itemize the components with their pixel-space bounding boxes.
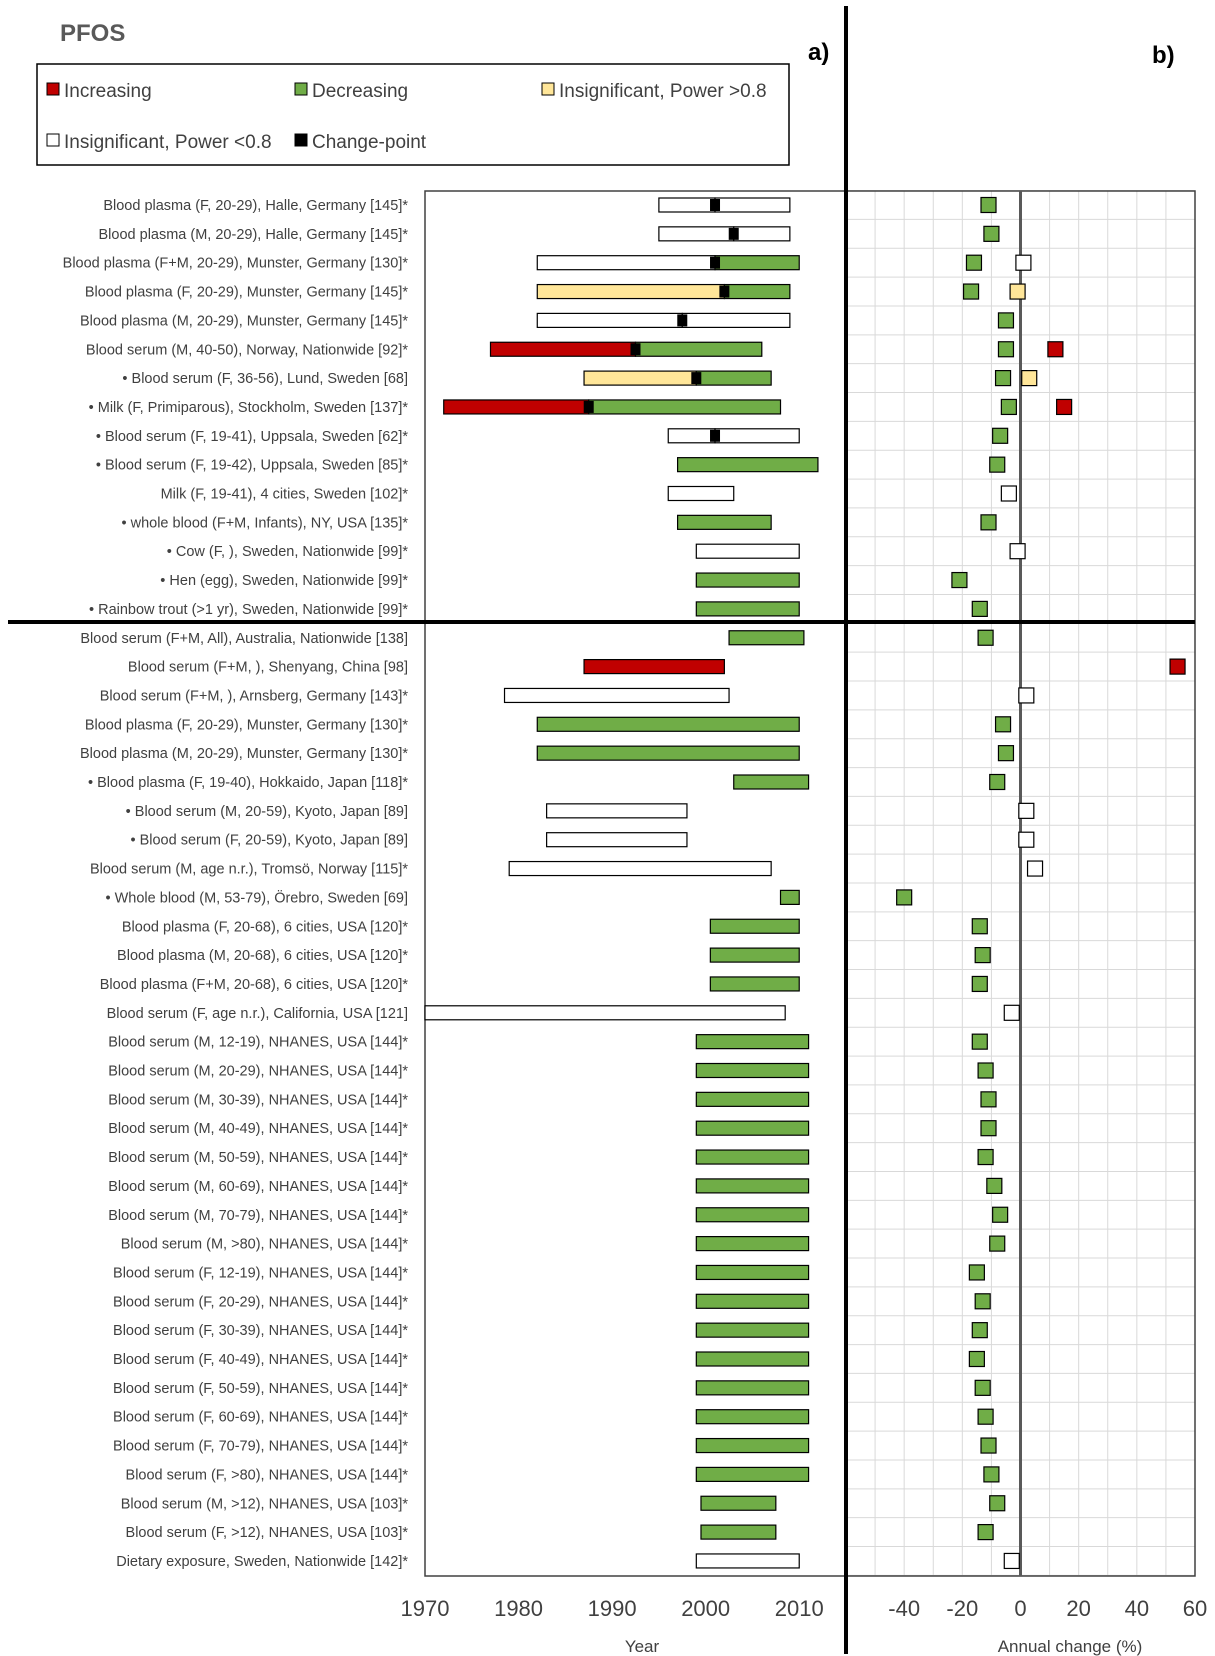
panel-a-x-tick-label: 1980 — [494, 1596, 544, 1621]
annual-change-marker-insig_low — [1001, 486, 1016, 501]
row-label: Blood serum (F, 40-49), NHANES, USA [144]* — [113, 1352, 408, 1368]
annual-change-marker-insig_low — [1004, 1553, 1019, 1568]
row-label: • Blood serum (F, 19-41), Uppsala, Sweden [62]* — [95, 428, 408, 445]
trend-bar-insig_low — [547, 804, 687, 818]
panel-b-x-tick-label: 20 — [1066, 1596, 1091, 1621]
change-point-marker — [691, 372, 701, 384]
trend-bar-decreasing — [636, 342, 762, 356]
trend-bar-decreasing — [701, 1496, 776, 1510]
trend-bar-insig_low — [668, 487, 733, 501]
change-point-marker — [729, 228, 739, 240]
row-labels — [63, 198, 409, 1570]
trend-bar-decreasing — [696, 1150, 808, 1164]
trend-bar-decreasing — [696, 1467, 808, 1481]
annual-change-marker-decreasing — [969, 1352, 984, 1367]
trend-bar-decreasing — [715, 256, 799, 270]
annual-change-marker-decreasing — [981, 198, 996, 213]
change-point-marker — [710, 257, 720, 269]
trend-bar-insig_low — [425, 1006, 785, 1020]
legend-label-change-point: Change-point — [312, 132, 427, 153]
row-label: Blood serum (F, 12-19), NHANES, USA [144]* — [113, 1265, 408, 1282]
annual-change-marker-decreasing — [964, 284, 979, 299]
row-label: Blood serum (F, >80), NHANES, USA [144]* — [125, 1467, 408, 1484]
row-label: Blood serum (M, 30-39), NHANES, USA [144]* — [108, 1092, 408, 1109]
panel-b-x-axis-title: Annual change (%) — [997, 1637, 1143, 1656]
row-label: Blood serum (F, 50-59), NHANES, USA [144]* — [113, 1380, 408, 1397]
trend-bar-insig_low — [696, 544, 799, 558]
row-label: Blood serum (M, 40-49), NHANES, USA [144]* — [108, 1121, 408, 1138]
trend-bar-insig_low — [659, 227, 734, 241]
row-label: Blood serum (F, 20-29), NHANES, USA [144]* — [113, 1294, 408, 1311]
annual-change-marker-insig_low — [1019, 803, 1034, 818]
panel-a-x-ticks — [401, 1596, 824, 1621]
panel-a-x-tick-label: 2010 — [774, 1596, 824, 1621]
row-label: • Blood serum (M, 20-59), Kyoto, Japan [89] — [125, 803, 408, 820]
trend-bar-decreasing — [696, 1121, 808, 1135]
row-label: • Whole blood (M, 53-79), Örebro, Sweden [69] — [105, 890, 408, 907]
trend-bar-decreasing — [537, 746, 799, 760]
annual-change-marker-decreasing — [990, 775, 1005, 790]
panel-b-x-tick-label: 40 — [1124, 1596, 1150, 1621]
panel-b-x-tick-label: 60 — [1182, 1596, 1208, 1621]
panel-a-plot-area — [425, 191, 846, 1576]
trend-bar-decreasing — [696, 573, 799, 587]
annual-change-marker-decreasing — [972, 1034, 987, 1049]
row-label: Dietary exposure, Sweden, Nationwide [142]* — [116, 1553, 408, 1570]
annual-change-marker-decreasing — [966, 255, 981, 270]
row-label: Blood serum (M, 12-19), NHANES, USA [144]* — [108, 1034, 408, 1051]
trend-bar-decreasing — [696, 1439, 808, 1453]
annual-change-marker-decreasing — [969, 1265, 984, 1280]
change-point-marker — [631, 343, 641, 355]
annual-change-marker-decreasing — [993, 428, 1008, 443]
annual-change-marker-decreasing — [975, 948, 990, 963]
row-label: Blood serum (M, age n.r.), Tromsö, Norway [115]* — [89, 861, 408, 878]
annual-change-marker-insig_low — [1028, 861, 1043, 876]
legend-swatch-insig-high — [542, 83, 554, 95]
row-label: • Rainbow trout (>1 yr), Sweden, Nationwide [99]* — [89, 601, 408, 618]
row-label: Blood plasma (M, 20-29), Halle, Germany [145]* — [98, 226, 408, 243]
trend-bar-decreasing — [710, 948, 799, 962]
annual-change-marker-decreasing — [972, 919, 987, 934]
trend-bar-insig_low — [659, 198, 715, 212]
trend-bar-decreasing — [696, 1035, 808, 1049]
annual-change-marker-decreasing — [978, 1409, 993, 1424]
change-point-marker — [710, 430, 720, 442]
row-label: Blood plasma (F, 20-29), Munster, Germany [130]* — [84, 717, 408, 734]
trend-bar-insig_low — [537, 313, 682, 327]
row-label: Blood plasma (F, 20-29), Munster, Germany [145]* — [84, 284, 408, 301]
trend-bar-insig_low — [734, 227, 790, 241]
trend-bar-decreasing — [678, 515, 772, 529]
trend-bar-insig_low — [715, 429, 799, 443]
trend-bar-decreasing — [696, 1265, 808, 1279]
row-label: • Cow (F, ), Sweden, Nationwide [99]* — [166, 544, 408, 561]
chart-title: PFOS — [60, 20, 126, 47]
row-label: Blood plasma (F, 20-29), Halle, Germany [145]* — [103, 198, 408, 214]
row-label: Blood serum (M, >12), NHANES, USA [103]* — [120, 1496, 408, 1513]
legend-swatch-insig-low — [47, 134, 59, 146]
trend-bar-decreasing — [696, 1092, 808, 1106]
panel-b-label: b) — [1152, 42, 1175, 69]
annual-change-marker-insig_high — [1022, 371, 1037, 386]
row-label: Blood serum (F, 60-69), NHANES, USA [144]* — [113, 1409, 408, 1426]
annual-change-marker-decreasing — [978, 630, 993, 645]
annual-change-marker-decreasing — [952, 573, 967, 588]
row-label: Blood serum (F+M, ), Shenyang, China [98] — [127, 659, 408, 676]
row-label: Blood plasma (F, 20-68), 6 cities, USA [120]* — [121, 919, 408, 936]
legend-label-decreasing: Decreasing — [312, 81, 409, 102]
change-point-marker — [719, 286, 729, 298]
annual-change-marker-decreasing — [998, 746, 1013, 761]
trend-bar-insig_low — [505, 688, 730, 702]
row-label: Blood plasma (M, 20-68), 6 cities, USA [120]* — [117, 948, 408, 965]
trend-bar-increasing — [444, 400, 589, 414]
trend-bar-decreasing — [696, 1179, 808, 1193]
row-label: Blood plasma (F+M, 20-68), 6 cities, USA [120]* — [99, 976, 408, 993]
legend-swatch-decreasing — [295, 83, 307, 95]
trend-bar-decreasing — [678, 458, 818, 472]
annual-change-marker-decreasing — [981, 1121, 996, 1136]
trend-bar-decreasing — [696, 1064, 808, 1078]
change-point-marker — [710, 199, 720, 211]
panel-a-x-tick-label: 1970 — [400, 1596, 450, 1621]
legend — [37, 64, 789, 165]
row-label: Blood serum (F, 30-39), NHANES, USA [144]* — [113, 1323, 408, 1340]
trend-bar-increasing — [584, 660, 724, 674]
annual-change-marker-decreasing — [978, 1063, 993, 1078]
annual-change-marker-increasing — [1048, 342, 1063, 357]
panel-a-bars — [425, 198, 818, 1568]
trend-bar-insig_low — [715, 198, 790, 212]
row-label: Blood serum (M, 20-29), NHANES, USA [144]* — [108, 1063, 408, 1080]
annual-change-marker-decreasing — [990, 1496, 1005, 1511]
legend-swatch-increasing — [47, 83, 59, 95]
row-label: Blood serum (M, 60-69), NHANES, USA [144]* — [108, 1178, 408, 1195]
panel-a-x-axis-title: Year — [624, 1637, 660, 1656]
panel-b-x-tick-label: 0 — [1014, 1596, 1027, 1621]
trend-bar-decreasing — [696, 1352, 808, 1366]
annual-change-marker-decreasing — [984, 1467, 999, 1482]
annual-change-marker-decreasing — [998, 342, 1013, 357]
row-label: Blood plasma (F+M, 20-29), Munster, Germany [130]* — [62, 255, 408, 272]
annual-change-marker-decreasing — [978, 1525, 993, 1540]
panel-a-x-tick-label: 2000 — [681, 1596, 731, 1621]
panel-b-x-tick-label: -20 — [946, 1596, 979, 1621]
row-label: Blood serum (M, 50-59), NHANES, USA [144]* — [108, 1150, 408, 1167]
annual-change-marker-decreasing — [897, 890, 912, 905]
trend-bar-insig_low — [696, 1554, 799, 1568]
row-label: Blood plasma (M, 20-29), Munster, Germany [145]* — [79, 313, 408, 330]
row-label: Blood serum (M, >80), NHANES, USA [144]* — [120, 1236, 408, 1253]
change-point-marker — [584, 401, 594, 413]
row-label: Blood serum (F, age n.r.), California, USA [121] — [106, 1005, 408, 1022]
row-label: • Blood plasma (F, 19-40), Hokkaido, Japan [118]* — [88, 775, 408, 791]
trend-bar-decreasing — [696, 1294, 808, 1308]
trend-bar-decreasing — [701, 1525, 776, 1539]
trend-bar-decreasing — [734, 775, 809, 789]
panel-a-x-tick-label: 1990 — [587, 1596, 637, 1621]
row-label: • Hen (egg), Sweden, Nationwide [99]* — [160, 573, 408, 590]
row-label: Blood serum (F+M, ), Arnsberg, Germany [143]* — [99, 688, 408, 705]
annual-change-marker-decreasing — [998, 313, 1013, 328]
row-label: • Blood serum (F, 20-59), Kyoto, Japan [89] — [130, 832, 408, 849]
annual-change-marker-decreasing — [990, 1236, 1005, 1251]
trend-bar-decreasing — [696, 1381, 808, 1395]
trend-bar-decreasing — [724, 285, 789, 299]
trend-bar-insig_high — [584, 371, 696, 385]
legend-label-increasing: Increasing — [64, 81, 152, 102]
panel-b-x-tick-label: -40 — [888, 1596, 921, 1621]
annual-change-marker-decreasing — [987, 1178, 1002, 1193]
trend-bar-insig_low — [537, 256, 715, 270]
trend-bar-decreasing — [537, 717, 799, 731]
annual-change-marker-insig_low — [1016, 255, 1031, 270]
trend-bar-decreasing — [589, 400, 781, 414]
annual-change-marker-decreasing — [981, 1092, 996, 1107]
trend-bar-decreasing — [729, 631, 804, 645]
trend-bar-decreasing — [696, 1208, 808, 1222]
change-point-marker — [677, 314, 687, 326]
trend-bar-decreasing — [696, 1323, 808, 1337]
row-label: • whole blood (F+M, Infants), NY, USA [135]* — [121, 515, 408, 532]
annual-change-marker-insig_low — [1004, 1005, 1019, 1020]
annual-change-marker-increasing — [1057, 399, 1072, 414]
legend-swatch-change-point — [295, 134, 307, 146]
annual-change-marker-decreasing — [981, 515, 996, 530]
trend-bar-decreasing — [781, 890, 800, 904]
annual-change-marker-decreasing — [975, 1294, 990, 1309]
trend-bar-increasing — [490, 342, 635, 356]
panel-b-x-ticks — [888, 1596, 1207, 1621]
annual-change-marker-decreasing — [984, 226, 999, 241]
annual-change-marker-decreasing — [972, 601, 987, 616]
row-label: Blood plasma (M, 20-29), Munster, Germany [130]* — [79, 746, 408, 763]
legend-label-insig-low: Insignificant, Power <0.8 — [64, 132, 272, 153]
trend-bar-insig_high — [537, 285, 724, 299]
trend-bar-decreasing — [696, 602, 799, 616]
annual-change-marker-insig_low — [1019, 688, 1034, 703]
trend-bar-insig_low — [509, 862, 771, 876]
annual-change-marker-decreasing — [972, 1323, 987, 1338]
annual-change-marker-decreasing — [993, 1207, 1008, 1222]
annual-change-marker-insig_low — [1019, 832, 1034, 847]
row-label: Blood serum (M, 70-79), NHANES, USA [144]* — [108, 1207, 408, 1224]
trend-bar-decreasing — [696, 371, 771, 385]
row-label: Blood serum (F, >12), NHANES, USA [103]* — [125, 1525, 408, 1542]
row-label: • Blood serum (F, 36-56), Lund, Sweden [68] — [122, 371, 408, 388]
trend-bar-insig_low — [547, 833, 687, 847]
trend-bar-decreasing — [710, 977, 799, 991]
annual-change-marker-increasing — [1170, 659, 1185, 674]
annual-change-marker-insig_low — [1010, 544, 1025, 559]
annual-change-marker-decreasing — [975, 1380, 990, 1395]
annual-change-marker-decreasing — [990, 457, 1005, 472]
annual-change-marker-decreasing — [981, 1438, 996, 1453]
row-label: Blood serum (M, 40-50), Norway, Nationwide [92]* — [85, 342, 408, 359]
trend-bar-decreasing — [710, 919, 799, 933]
trend-bar-insig_low — [668, 429, 715, 443]
row-label: Blood serum (F, 70-79), NHANES, USA [144]* — [113, 1438, 408, 1455]
annual-change-marker-decreasing — [978, 1150, 993, 1165]
row-label: Blood serum (F+M, All), Australia, Nationwide [138] — [80, 630, 408, 647]
trend-bar-decreasing — [696, 1410, 808, 1424]
row-label: Milk (F, 19-41), 4 cities, Sweden [102]* — [160, 486, 408, 503]
panel-a-label: a) — [808, 39, 830, 66]
trend-bar-insig_low — [682, 313, 790, 327]
row-label: • Blood serum (F, 19-42), Uppsala, Sweden [85]* — [95, 457, 408, 474]
annual-change-marker-decreasing — [972, 976, 987, 991]
annual-change-marker-insig_high — [1010, 284, 1025, 299]
trend-bar-decreasing — [696, 1237, 808, 1251]
annual-change-marker-decreasing — [996, 371, 1011, 386]
row-label: • Milk (F, Primiparous), Stockholm, Sweden [137]* — [88, 399, 408, 416]
annual-change-marker-decreasing — [996, 717, 1011, 732]
annual-change-marker-decreasing — [1001, 399, 1016, 414]
legend-label-insig-high: Insignificant, Power >0.8 — [559, 81, 767, 102]
